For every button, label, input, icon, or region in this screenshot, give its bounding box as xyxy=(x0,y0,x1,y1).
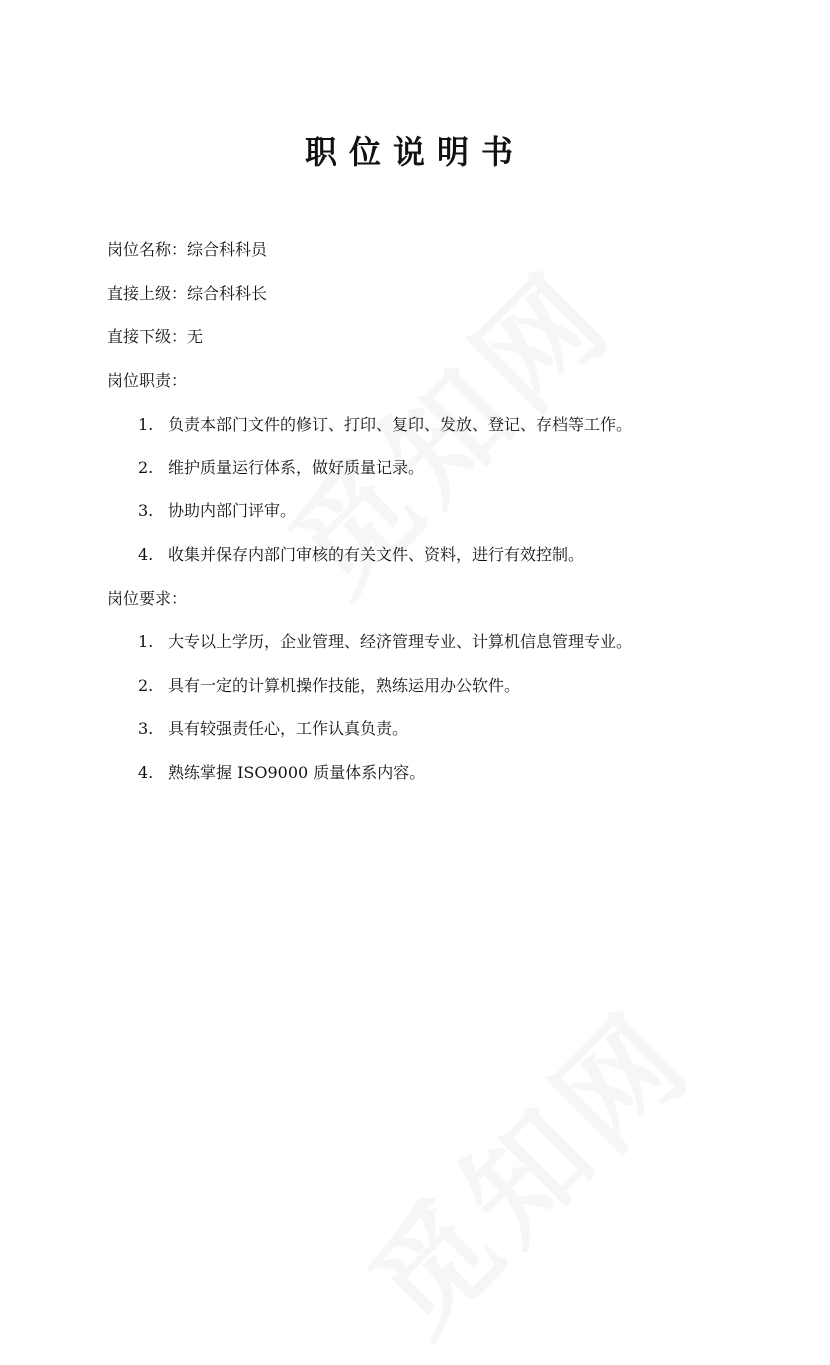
duty-item xyxy=(138,413,632,437)
requirement-item-number: 2. xyxy=(138,676,154,695)
duty-item xyxy=(138,499,296,523)
position-name-value: 综合科科员 xyxy=(187,240,268,259)
duty-item xyxy=(138,543,584,567)
requirement-item xyxy=(138,717,408,741)
requirement-item xyxy=(138,630,632,654)
subordinate-row xyxy=(107,325,203,349)
superior-label: 直接上级： xyxy=(107,284,188,303)
requirement-item-text: 具有较强责任心，工作认真负责。 xyxy=(168,719,409,738)
duty-item-number: 2. xyxy=(138,458,154,477)
position-name-label: 岗位名称： xyxy=(107,240,188,259)
duty-item-number: 3. xyxy=(138,501,154,520)
duty-item-number: 4. xyxy=(138,545,154,564)
duties-heading: 岗位职责： xyxy=(107,371,188,390)
requirement-item-text: 具有一定的计算机操作技能，熟练运用办公软件。 xyxy=(168,676,521,695)
requirements-heading: 岗位要求： xyxy=(107,589,188,608)
duty-item-text: 维护质量运行体系，做好质量记录。 xyxy=(168,458,425,477)
requirement-item xyxy=(138,674,520,698)
subordinate-label: 直接下级： xyxy=(107,327,188,346)
document-title: 职位说明书 xyxy=(304,133,525,171)
requirement-item-number: 1. xyxy=(138,632,154,651)
subordinate-value: 无 xyxy=(187,327,204,346)
position-name-row xyxy=(107,238,267,262)
duty-item-text: 协助内部门评审。 xyxy=(168,501,297,520)
requirement-item xyxy=(138,761,425,785)
watermark xyxy=(326,967,723,1364)
duty-item-number: 1. xyxy=(138,415,154,434)
superior-value: 综合科科长 xyxy=(187,284,268,303)
duty-item-text: 负责本部门文件的修订、打印、复印、发放、登记、存档等工作。 xyxy=(168,415,633,434)
superior-row xyxy=(107,282,267,306)
requirement-item-text: 熟练掌握 ISO9000 质量体系内容。 xyxy=(168,763,426,782)
duty-item-text: 收集并保存内部门审核的有关文件、资料，进行有效控制。 xyxy=(168,545,585,564)
requirement-item-text: 大专以上学历，企业管理、经济管理专业、计算机信息管理专业。 xyxy=(168,632,633,651)
duty-item xyxy=(138,456,424,480)
requirement-item-number: 3. xyxy=(138,719,154,738)
requirement-item-number: 4. xyxy=(138,763,154,782)
